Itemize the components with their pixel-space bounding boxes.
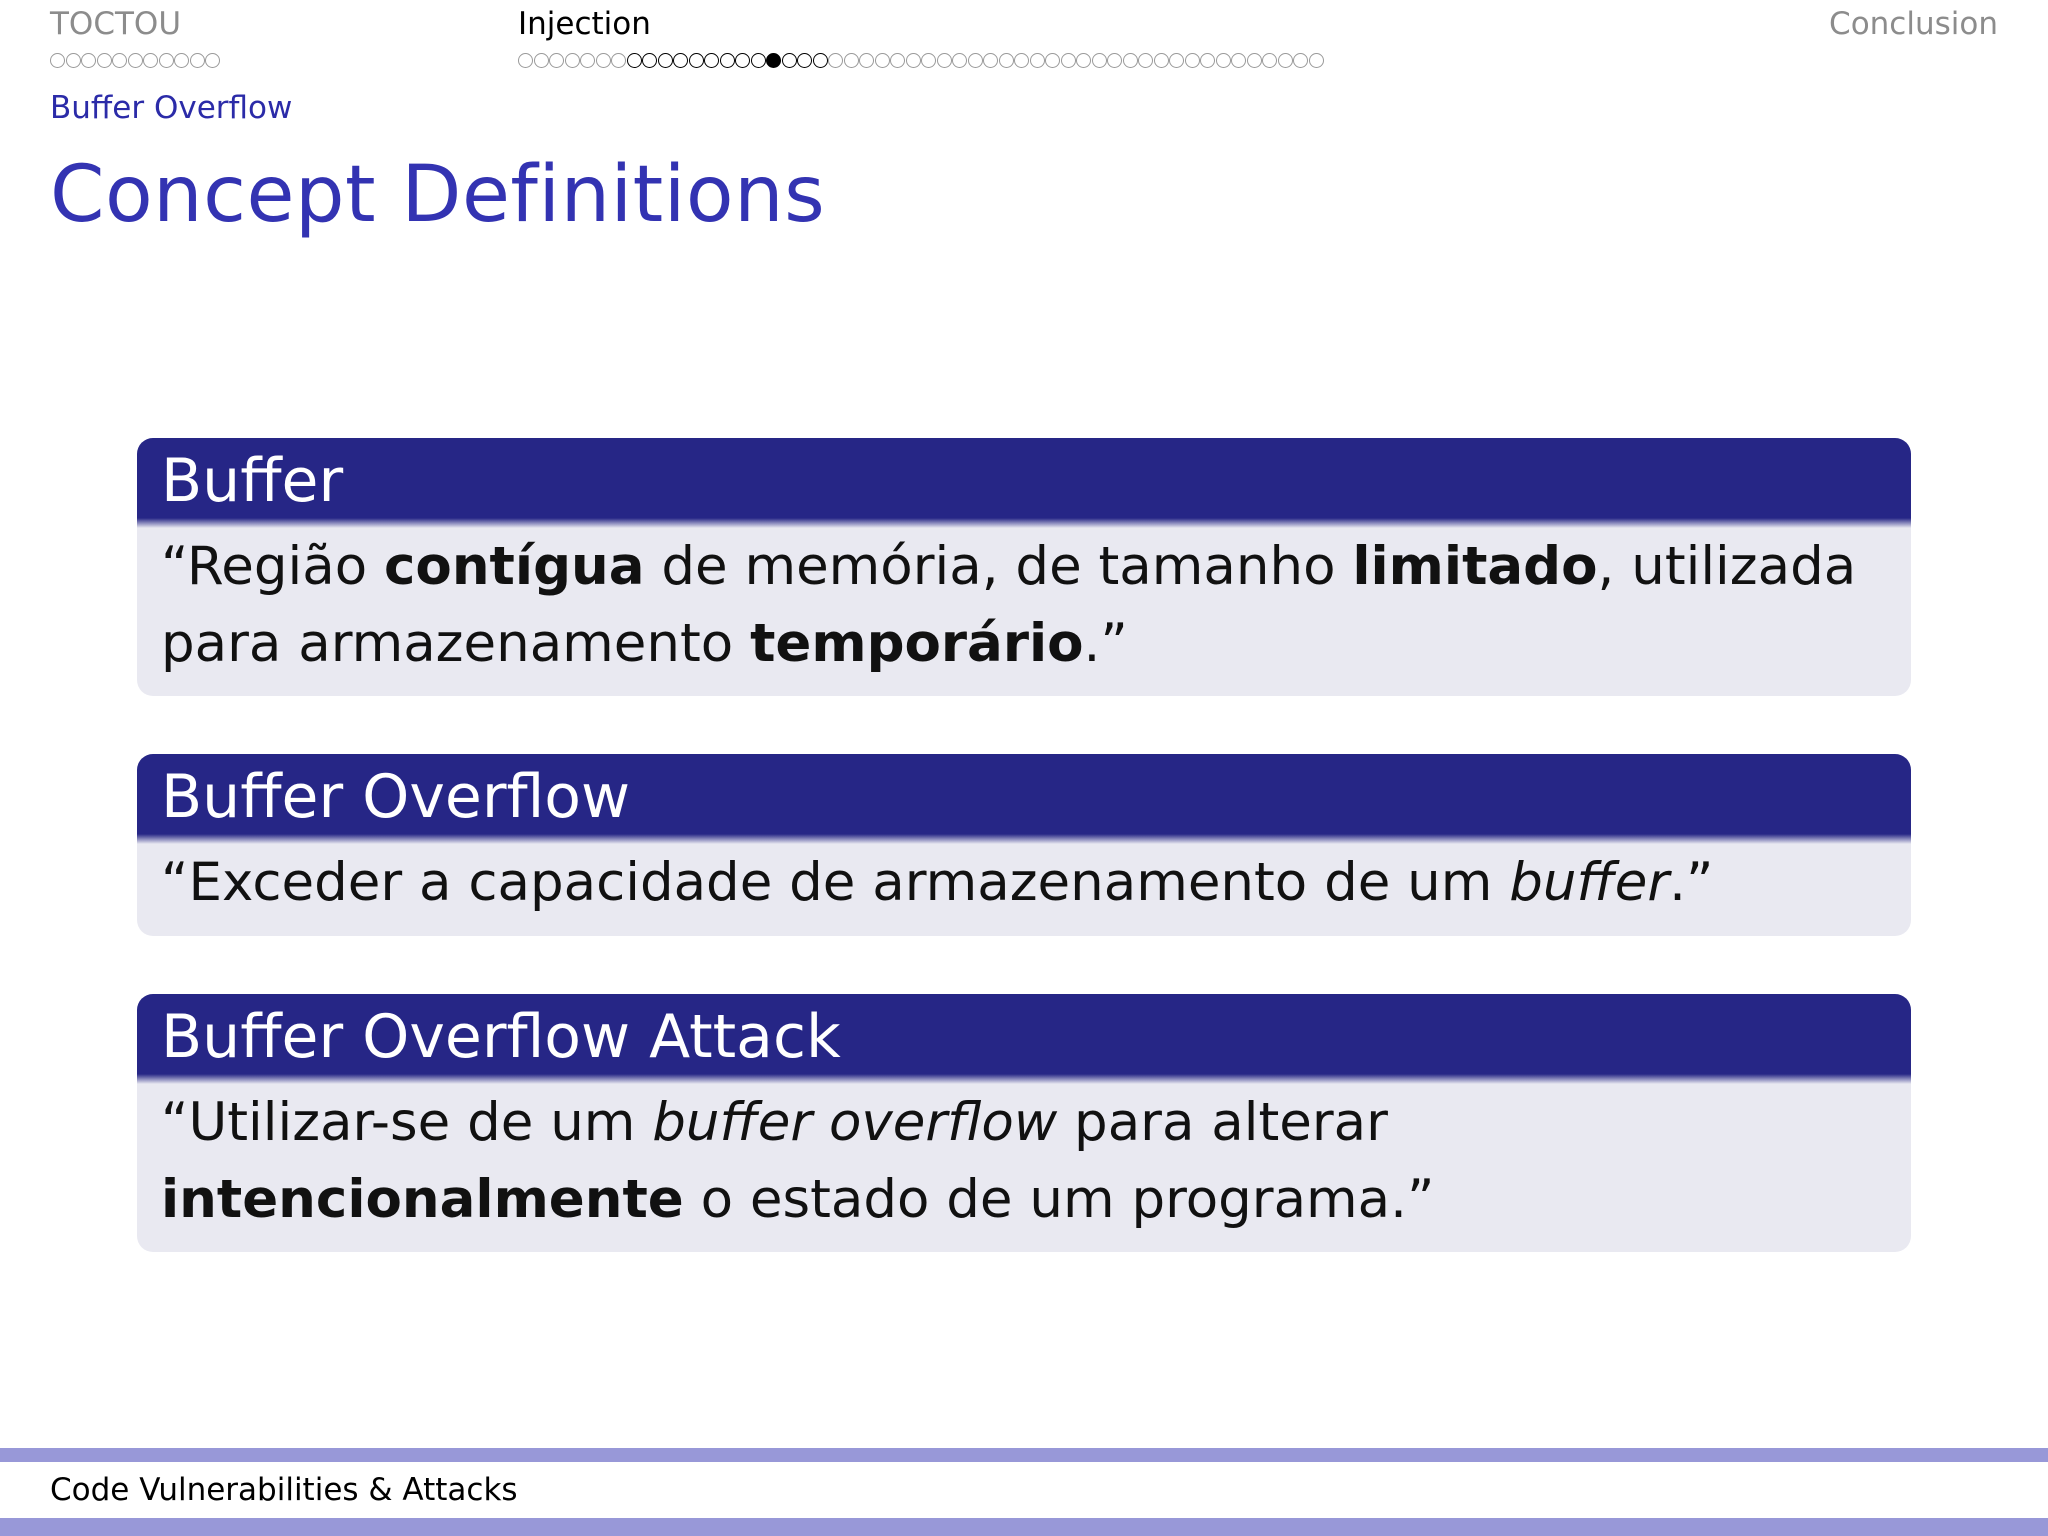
nav-dot[interactable] (1231, 53, 1246, 68)
nav-dot[interactable] (143, 53, 158, 68)
nav-dot[interactable] (1030, 53, 1045, 68)
nav-dot[interactable] (968, 53, 983, 68)
nav-dot-current[interactable] (766, 53, 781, 68)
nav-dot[interactable] (1169, 53, 1184, 68)
nav-dot[interactable] (1200, 53, 1215, 68)
nav-dot[interactable] (1309, 53, 1324, 68)
nav-dot[interactable] (921, 53, 936, 68)
nav-dot[interactable] (565, 53, 580, 68)
nav-dot[interactable] (205, 53, 220, 68)
nav-section-label[interactable]: Conclusion (1829, 6, 1998, 42)
definition-block-buffer-overflow-attack (137, 994, 1911, 1252)
nav-dot[interactable] (1185, 53, 1200, 68)
nav-dot[interactable] (828, 53, 843, 68)
nav-section-injection[interactable] (518, 4, 1324, 76)
block-title: Buffer Overflow Attack (137, 994, 1911, 1074)
nav-dot[interactable] (1014, 53, 1029, 68)
nav-dot[interactable] (112, 53, 127, 68)
nav-progress-dots (518, 44, 1324, 76)
definition-block-buffer (137, 438, 1911, 696)
nav-dot[interactable] (81, 53, 96, 68)
nav-dot[interactable] (1076, 53, 1091, 68)
nav-dot[interactable] (875, 53, 890, 68)
nav-dot[interactable] (1262, 53, 1277, 68)
nav-dot[interactable] (1278, 53, 1293, 68)
nav-dot[interactable] (983, 53, 998, 68)
nav-dot[interactable] (1293, 53, 1308, 68)
nav-dot[interactable] (937, 53, 952, 68)
nav-dot[interactable] (97, 53, 112, 68)
nav-dot[interactable] (1123, 53, 1138, 68)
nav-dot[interactable] (673, 53, 688, 68)
nav-dot[interactable] (549, 53, 564, 68)
nav-dot[interactable] (596, 53, 611, 68)
nav-dot[interactable] (1045, 53, 1060, 68)
nav-dot[interactable] (1154, 53, 1169, 68)
nav-dot[interactable] (580, 53, 595, 68)
nav-dot[interactable] (999, 53, 1014, 68)
block-body: “Utilizar-se de um buffer overflow para alterar intencionalmente o estado de um programa.” (161, 1092, 1435, 1230)
nav-dot[interactable] (720, 53, 735, 68)
nav-dot[interactable] (50, 53, 65, 68)
nav-dot[interactable] (611, 53, 626, 68)
block-title: Buffer (137, 438, 1911, 518)
nav-dot[interactable] (906, 53, 921, 68)
footer-band (0, 1518, 2048, 1536)
nav-dot[interactable] (190, 53, 205, 68)
nav-dot[interactable] (1247, 53, 1262, 68)
nav-dot[interactable] (689, 53, 704, 68)
nav-dot[interactable] (751, 53, 766, 68)
nav-dot[interactable] (1061, 53, 1076, 68)
nav-dot[interactable] (1138, 53, 1153, 68)
footer-title: Code Vulnerabilities & Attacks (50, 1472, 518, 1508)
frame-title: Concept Definitions (50, 150, 826, 240)
nav-dot[interactable] (658, 53, 673, 68)
block-body: “Região contígua de memória, de tamanho limitado, utilizada para armazenamento temporário.” (161, 536, 1857, 674)
nav-dot[interactable] (704, 53, 719, 68)
nav-section-conclusion[interactable] (1829, 4, 1998, 44)
nav-dot[interactable] (128, 53, 143, 68)
nav-dot[interactable] (534, 53, 549, 68)
subsection-title: Buffer Overflow (50, 90, 293, 126)
nav-section-label[interactable]: Injection (518, 6, 651, 42)
nav-section-toctou[interactable] (50, 4, 221, 76)
nav-dot[interactable] (1092, 53, 1107, 68)
nav-dot[interactable] (518, 53, 533, 68)
nav-dot[interactable] (797, 53, 812, 68)
nav-dot[interactable] (859, 53, 874, 68)
nav-dot[interactable] (735, 53, 750, 68)
block-body: “Exceder a capacidade de armazenamento de um buffer.” (161, 852, 1714, 913)
nav-progress-dots (50, 44, 221, 76)
nav-dot[interactable] (66, 53, 81, 68)
nav-dot[interactable] (627, 53, 642, 68)
definition-block-buffer-overflow (137, 754, 1911, 936)
nav-dot[interactable] (642, 53, 657, 68)
nav-section-label[interactable]: TOCTOU (50, 6, 182, 42)
nav-dot[interactable] (159, 53, 174, 68)
footer-band (0, 1448, 2048, 1462)
block-title: Buffer Overflow (137, 754, 1911, 834)
nav-dot[interactable] (782, 53, 797, 68)
nav-dot[interactable] (1216, 53, 1231, 68)
nav-dot[interactable] (844, 53, 859, 68)
nav-dot[interactable] (1107, 53, 1122, 68)
nav-dot[interactable] (174, 53, 189, 68)
nav-dot[interactable] (890, 53, 905, 68)
nav-dot[interactable] (813, 53, 828, 68)
nav-dot[interactable] (952, 53, 967, 68)
